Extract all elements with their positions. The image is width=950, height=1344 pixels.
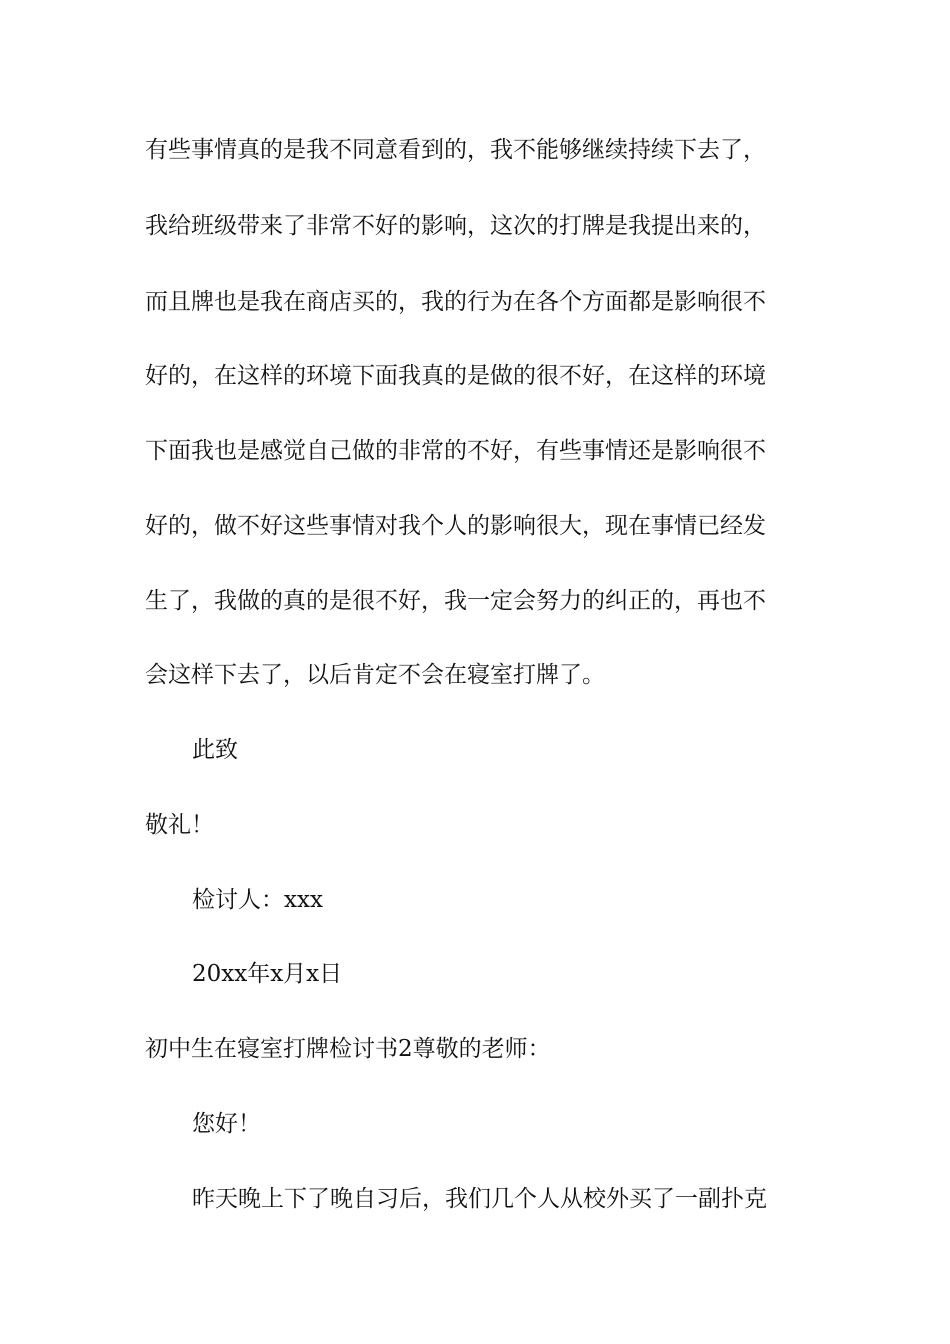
closing-cizhi: 此致 <box>192 737 238 763</box>
body-text-line: 生了，我做的真的是很不好，我一定会努力的纠正的，再也不 <box>145 588 766 614</box>
body-text-line: 我给班级带来了非常不好的影响，这次的打牌是我提出来的， <box>145 213 766 239</box>
body-text-line: 下面我也是感觉自己做的非常的不好，有些事情还是影响很不 <box>145 438 766 464</box>
closing-jingli: 敬礼！ <box>145 812 214 838</box>
letter2-body-line: 昨天晚上下了晚自习后，我们几个人从校外买了一副扑克 <box>192 1186 767 1212</box>
letter2-greeting: 您好！ <box>192 1111 261 1137</box>
signer-line: 检讨人：xxx <box>192 887 323 913</box>
body-text-line: 会这样下去了，以后肯定不会在寝室打牌了。 <box>145 662 605 688</box>
body-text-line: 而且牌也是我在商店买的，我的行为在各个方面都是影响很不 <box>145 289 766 315</box>
date-line: 20xx年x月x日 <box>192 961 343 987</box>
body-text-line: 好的，做不好这些事情对我个人的影响很大，现在事情已经发 <box>145 513 766 539</box>
body-text-line: 有些事情真的是我不同意看到的，我不能够继续持续下去了， <box>145 137 766 163</box>
body-text-line: 好的，在这样的环境下面我真的是做的很不好，在这样的环境 <box>145 363 766 389</box>
letter2-heading: 初中生在寝室打牌检讨书2尊敬的老师： <box>145 1036 551 1062</box>
